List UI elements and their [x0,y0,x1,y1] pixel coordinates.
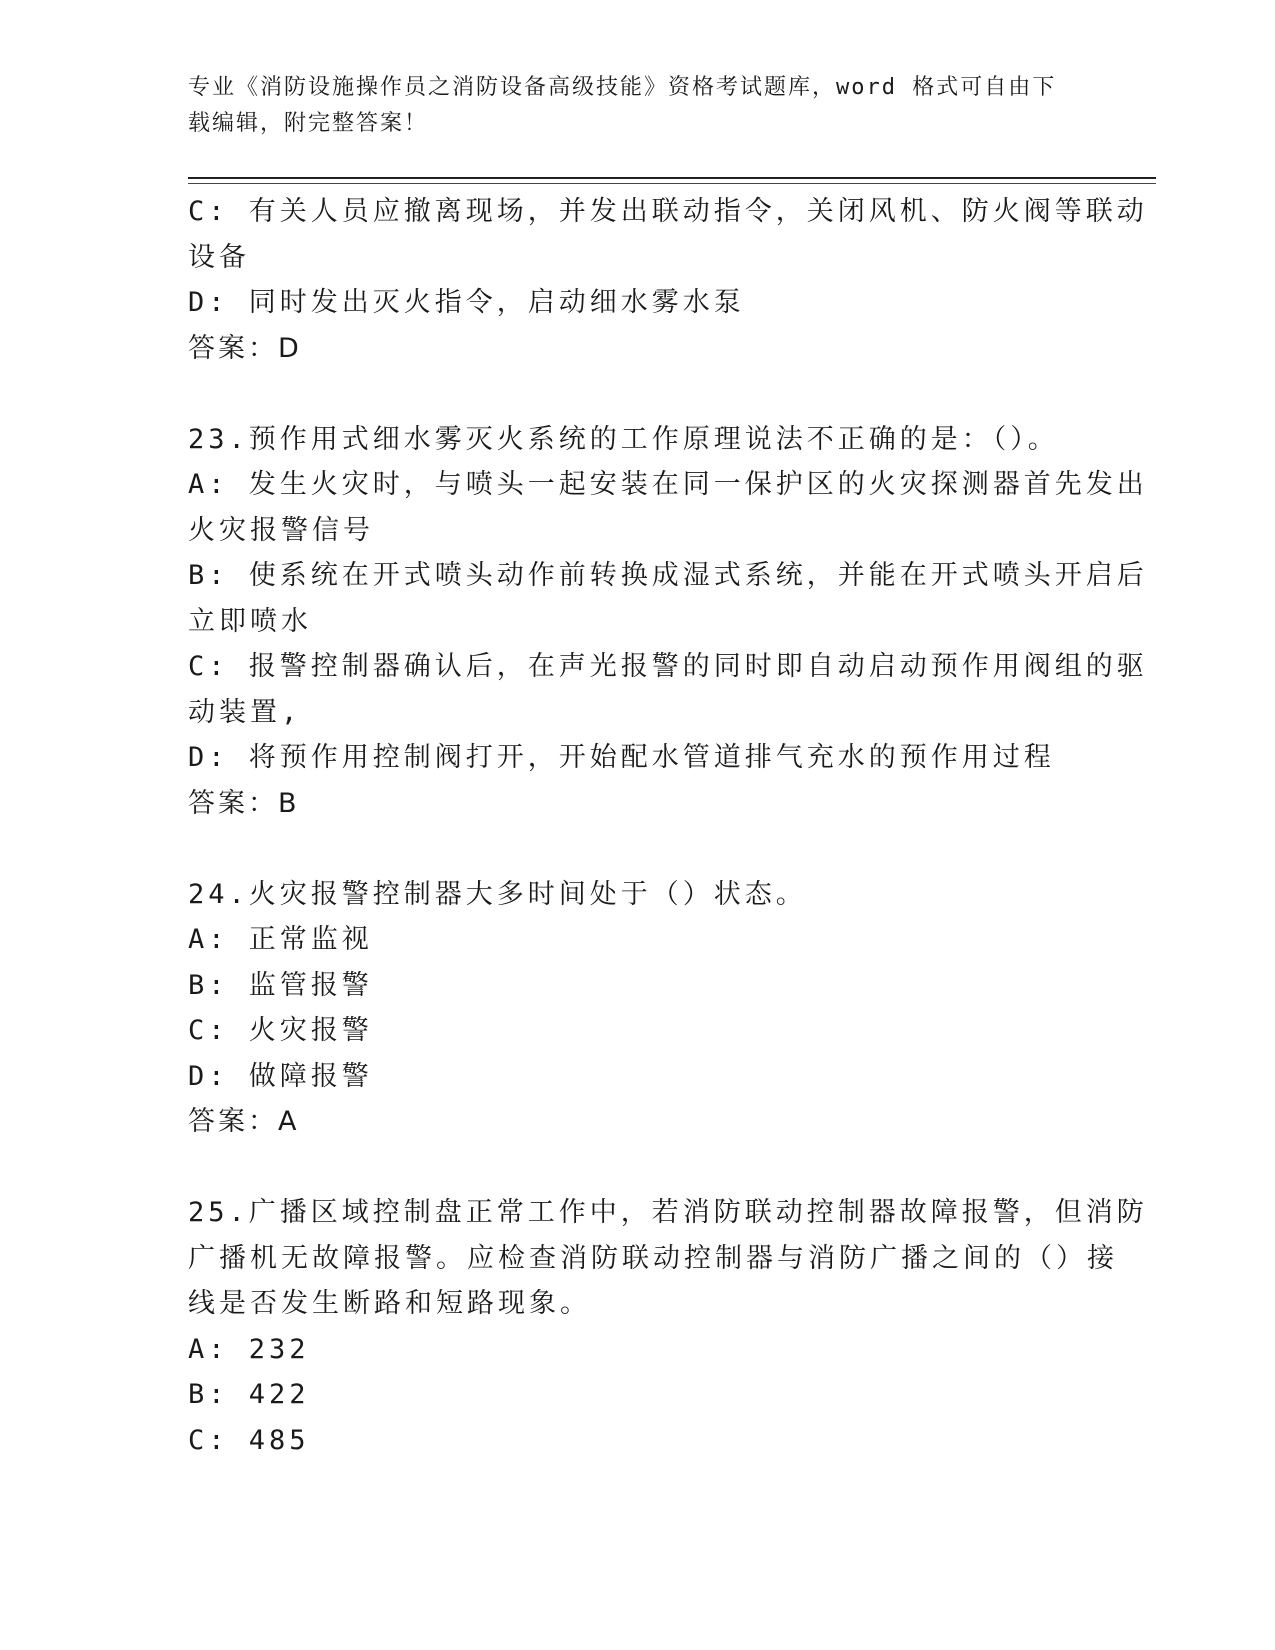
answer: 答案：B [188,787,300,819]
question-text-line-1: 25.广播区域控制盘正常工作中，若消防联动控制器故障报警，但消防 [188,1197,1148,1228]
option-b-line-2: 立即喷水 [188,605,312,637]
option-a: A: 正常监视 [188,924,373,955]
header-divider-thin [188,183,1156,184]
answer: 答案：D [188,332,302,364]
header-line-1: 专业《消防设施操作员之消防设备高级技能》资格考试题库，word 格式可自由下 [188,75,1057,100]
option-b: B: 422 [188,1379,310,1410]
question-24-block [188,872,1083,1145]
question-content [188,189,1148,1463]
option-c: C: 火灾报警 [188,1015,373,1046]
option-b: B: 监管报警 [188,969,373,1001]
spacer [188,826,1083,872]
option-a: A: 232 [188,1333,310,1365]
option-c-line-2: 设备 [188,241,250,273]
spacer [188,1145,1083,1191]
question-text: 24.火灾报警控制器大多时间处于（）状态。 [188,878,807,910]
question-text: 23.预作用式细水雾灭火系统的工作原理说法不正确的是：（）。 [188,423,1059,455]
option-c-line-2: 动装置, [188,696,302,728]
header-divider-thick [188,177,1156,179]
question-text-line-3: 线是否发生断路和短路现象。 [188,1288,591,1319]
option-a-line-1: A: 发生火灾时，与喷头一起安装在同一保护区的火灾探测器首先发出 [188,469,1148,500]
option-d: D: 将预作用控制阀打开，开始配水管道排气充水的预作用过程 [188,742,1055,773]
option-b-line-1: B: 使系统在开式喷头动作前转换成湿式系统，并能在开式喷头开启后 [188,560,1148,591]
option-c: C: 485 [188,1424,310,1456]
option-a-line-2: 火灾报警信号 [188,514,374,546]
option-c-line-1: C: 有关人员应撤离现场，并发出联动指令，关闭风机、防火阀等联动 [188,196,1148,227]
option-c-line-1: C: 报警控制器确认后，在声光报警的同时即自动启动预作用阀组的驱 [188,651,1148,682]
question-23-block [188,417,1148,827]
option-d: D: 做障报警 [188,1060,373,1092]
option-d: D: 同时发出灭火指令，启动细水雾水泵 [188,287,745,318]
spacer [188,371,1083,417]
document-header [188,70,1068,142]
previous-question-block [188,189,1148,371]
question-text-line-2: 广播机无故障报警。应检查消防联动控制器与消防广播之间的（）接 [188,1242,1118,1274]
header-line-2: 载编辑，附完整答案！ [188,111,429,136]
answer: 答案：A [188,1106,300,1137]
question-25-block [188,1190,1148,1463]
